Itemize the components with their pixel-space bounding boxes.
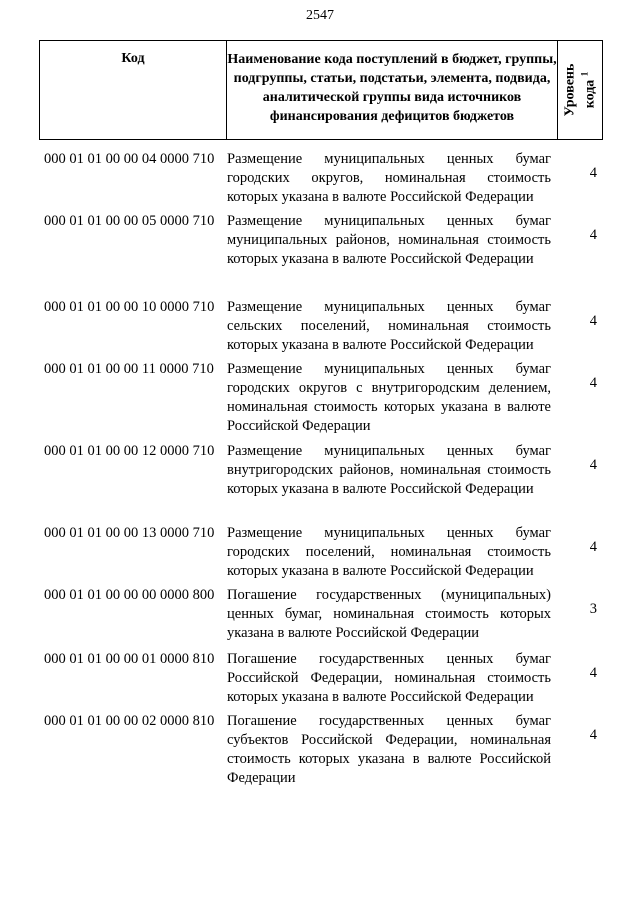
row-level: 4 <box>589 165 597 181</box>
table-row <box>39 360 609 442</box>
table-row <box>39 442 609 524</box>
row-level: 4 <box>589 539 597 555</box>
header-code: Код <box>40 41 227 139</box>
table-row <box>39 212 609 298</box>
table-row <box>39 712 609 794</box>
row-level: 3 <box>589 601 597 617</box>
row-name: Размещение муниципальных ценных бумаг внутригородских районов, номинальная стоимость которых указана в валюте Российской Федерации <box>227 443 551 497</box>
row-name: Погашение государственных ценных бумаг субъектов Российской Федерации, номинальная стоимость которых указана в валюте Российской Федерации <box>227 713 551 786</box>
header-level-line2: кода <box>582 79 598 109</box>
row-name: Размещение муниципальных ценных бумаг городских округов с внутригородским делением, номинальная стоимость которых указана в валюте Российской Федерации <box>227 361 551 434</box>
row-level: 4 <box>589 227 597 243</box>
table-header <box>39 40 603 140</box>
row-name: Погашение государственных (муниципальных) ценных бумаг, номинальная стоимость которых указана в валюте Российской Федерации <box>227 587 551 641</box>
row-name: Размещение муниципальных ценных бумаг городских поселений, номинальная стоимость которых указана в валюте Российской Федерации <box>227 525 551 579</box>
row-name: Размещение муниципальных ценных бумаг городских округов, номинальная стоимость которых указана в валюте Российской Федерации <box>227 151 551 205</box>
row-code: 000 01 01 00 00 01 0000 810 <box>44 651 215 667</box>
row-level: 4 <box>589 665 597 681</box>
page-number: 2547 <box>306 8 334 23</box>
table-row <box>39 298 609 360</box>
row-code: 000 01 01 00 00 05 0000 710 <box>44 213 215 229</box>
row-code: 000 01 01 00 00 10 0000 710 <box>44 299 215 315</box>
header-level <box>558 41 602 139</box>
row-code: 000 01 01 00 00 04 0000 710 <box>44 151 215 167</box>
table-row <box>39 524 609 586</box>
row-name: Размещение муниципальных ценных бумаг сельских поселений, номинальная стоимость которых указана в валюте Российской Федерации <box>227 299 551 353</box>
row-code: 000 01 01 00 00 02 0000 810 <box>44 713 215 729</box>
row-level: 4 <box>589 313 597 329</box>
header-level-line1: Уровень <box>562 63 578 117</box>
row-code: 000 01 01 00 00 00 0000 800 <box>44 587 215 603</box>
row-code: 000 01 01 00 00 13 0000 710 <box>44 525 215 541</box>
row-level: 4 <box>589 375 597 391</box>
table-body <box>39 150 609 794</box>
row-code: 000 01 01 00 00 12 0000 710 <box>44 443 215 459</box>
table-row <box>39 586 609 650</box>
row-level: 4 <box>589 727 597 743</box>
header-level-footnote: 1 <box>579 71 590 77</box>
table-row <box>39 650 609 712</box>
header-name: Наименование кода поступлений в бюджет, группы, подгруппы, статьи, подстатьи, элемента, подвида, аналитической группы вида источников финансирования дефицитов бюджетов <box>227 41 558 139</box>
row-level: 4 <box>589 457 597 473</box>
row-name: Погашение государственных ценных бумаг Российской Федерации, номинальная стоимость которых указана в валюте Российской Федерации <box>227 651 551 705</box>
row-name: Размещение муниципальных ценных бумаг муниципальных районов, номинальная стоимость которых указана в валюте Российской Федерации <box>227 213 551 267</box>
row-code: 000 01 01 00 00 11 0000 710 <box>44 361 214 377</box>
header-level-text <box>563 64 598 117</box>
table-row <box>39 150 609 212</box>
